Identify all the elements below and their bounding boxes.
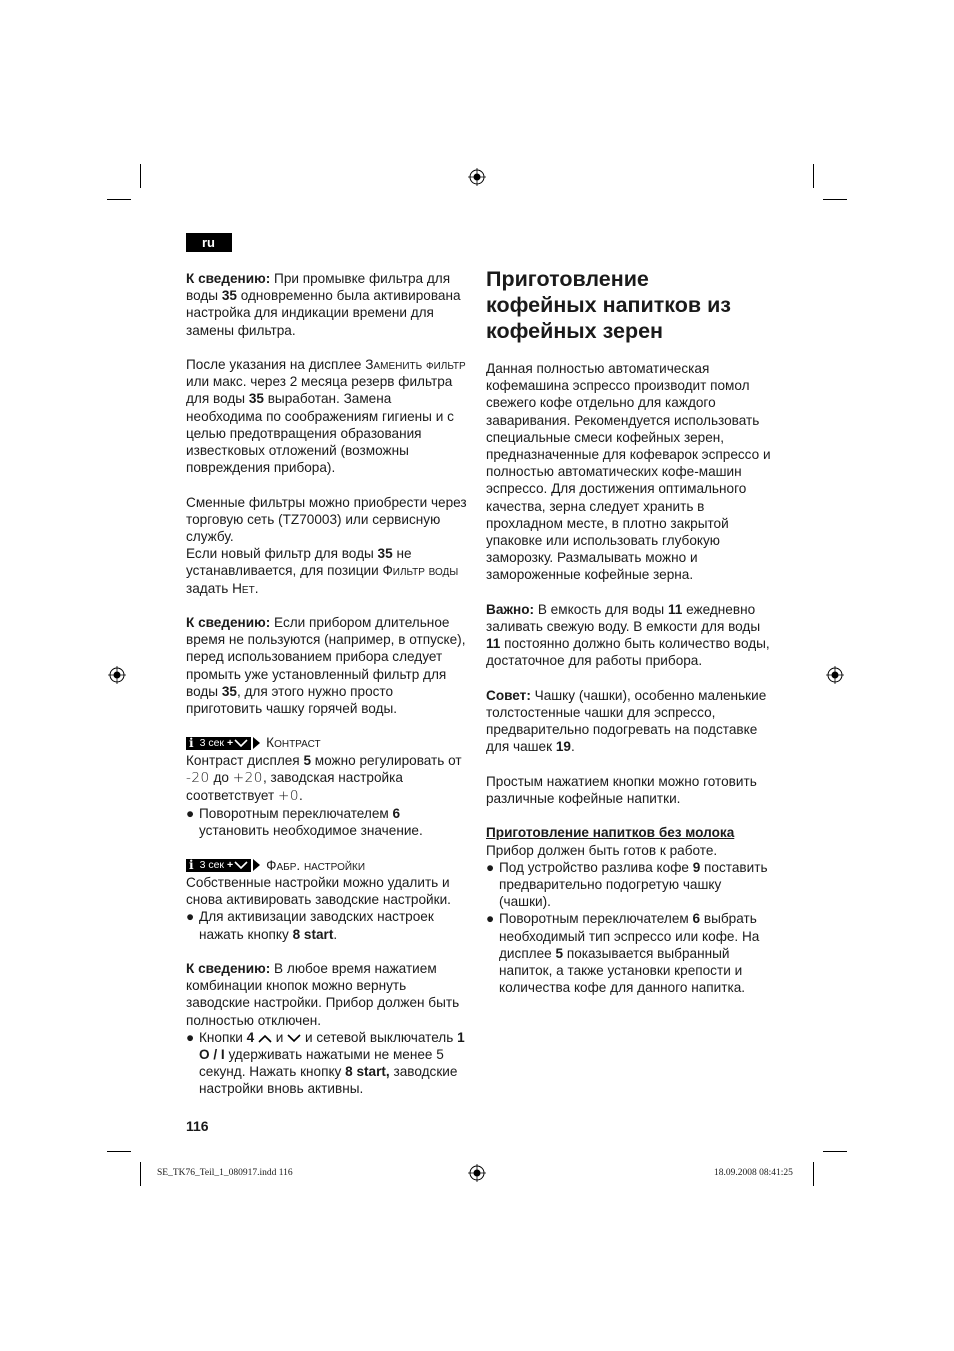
paragraph: Данная полностью автоматическая кофемашина эспрессо производит помол свежего кофе отдельно для каждого заваривания. Рекомендуется использовать специальные смеси кофейных зерен, предназначенные для кофеварок эспрессо и полностью автоматических кофе-машин эспрессо. Для достижения оптимального качества, зерна следует хранить в прохладном месте, в плотно закрытой упаковке или использовать глубокую заморозку. Размалывать можно и замороженные кофейные зерна. bbox=[486, 361, 771, 583]
note-paragraph: К сведению: В любое время нажатием комбинации кнопок можно вернуть заводские настройки. Прибор должен быть полностью отключен. bbox=[186, 961, 460, 1028]
crop-mark bbox=[813, 164, 814, 188]
crop-mark bbox=[140, 1162, 141, 1186]
crop-mark bbox=[813, 1162, 814, 1186]
subsection-heading: Приготовление напитков без молока bbox=[486, 825, 735, 841]
paragraph: Простым нажатием кнопки можно готовить различные кофейные напитки. bbox=[486, 773, 757, 807]
registration-mark-icon bbox=[468, 168, 486, 186]
chevron-down-icon bbox=[234, 861, 248, 870]
crop-mark bbox=[107, 199, 131, 200]
setting-header-factory bbox=[186, 857, 471, 874]
tip-paragraph: Совет: Чашку (чашки), особенно маленькие толстостенные чашки для эспрессо, предварительно подогревать на подставке для чашек 19. bbox=[486, 687, 767, 755]
paragraph: Собственные настройки можно удалить и снова активировать заводские настройки. bbox=[186, 875, 451, 908]
paragraph: Сменные фильтры можно приобрести через торговую сеть (TZ70003) или сервисную службу. bbox=[186, 494, 467, 545]
right-column bbox=[486, 266, 771, 996]
registration-mark-icon bbox=[108, 666, 126, 684]
crop-mark bbox=[107, 1151, 131, 1152]
info-icon: i bbox=[189, 735, 194, 750]
page-number: 116 bbox=[186, 1118, 209, 1134]
crop-mark bbox=[823, 1151, 847, 1152]
setting-header-contrast bbox=[186, 734, 471, 751]
left-column bbox=[186, 270, 471, 1098]
note-paragraph: К сведению: Если прибором длительное время не пользуются (например, в отпуске), перед использованием прибора следует промыть уже установленный фильтр для воды 35, для этого нужно просто приготовить чашку горячей воды. bbox=[186, 615, 466, 717]
language-tab: ru bbox=[186, 233, 232, 252]
registration-mark-icon bbox=[468, 1164, 486, 1182]
bullet-item: ● Поворотным переключателем 6 выбрать необходимый тип эспрессо или кофе. На дисплее 5 показывается выбранный напиток, а также установки крепости и количества кофе для данного напитка. bbox=[486, 911, 760, 996]
note-paragraph: К сведению: При промывке фильтра для воды 35 одновременно была активирована настройка для индикации времени для замены фильтра. bbox=[186, 271, 461, 338]
paragraph: Контраст дисплея 5 можно регулировать от -20 до +20, заводская настройка соответствует +0. bbox=[186, 752, 462, 805]
setting-name: Фабр. настройки bbox=[266, 857, 366, 873]
registration-mark-icon bbox=[826, 666, 844, 684]
info-icon: i bbox=[189, 857, 194, 872]
footer-timestamp: 18.09.2008 08:41:25 bbox=[714, 1168, 793, 1178]
bullet-item: ● Для активизации заводских настроек нажать кнопку 8 start. bbox=[186, 909, 434, 942]
note-paragraph: Важно: В емкость для воды 11 ежедневно заливать свежую воду. В емкости для воды 11 постоянно должно быть количество воды, достаточное для работы прибора. bbox=[486, 601, 770, 669]
setting-name: Контраст bbox=[266, 735, 321, 751]
paragraph: Прибор должен быть готов к работе. bbox=[486, 842, 718, 858]
button-combo-chip: i 3 сек + bbox=[186, 859, 251, 872]
arrow-right-icon bbox=[253, 737, 260, 749]
bullet-item: ● Поворотным переключателем 6 установить необходимое значение. bbox=[186, 806, 423, 839]
footer-file: SE_TK76_Teil_1_080917.indd 116 bbox=[157, 1168, 293, 1178]
crop-mark bbox=[140, 164, 141, 188]
paragraph: После указания на дисплее Заменить фильтр или макс. через 2 месяца резерв фильтра для воды 35 выработан. Замена необходима по соображениям гигиены и с целью предотвращения образования известковых отложений (возможны повреждения прибора). bbox=[186, 357, 466, 476]
bullet-item: ● Под устройство разлива кофе 9 поставить предварительно подогретую чашку (чашки). bbox=[486, 859, 768, 910]
chevron-down-icon bbox=[234, 739, 248, 748]
arrow-right-icon bbox=[253, 859, 260, 871]
chevron-down-icon bbox=[287, 1034, 301, 1043]
button-combo-chip: i 3 сек + bbox=[186, 737, 251, 750]
crop-mark bbox=[823, 199, 847, 200]
bullet-item: ● Кнопки 4 и и сетевой выключатель 1 O / I удерживать нажатыми не менее 5 секунд. Нажать кнопку 8 start, заводские настройки вновь активны. bbox=[186, 1029, 465, 1097]
paragraph: Если новый фильтр для воды 35 не устанавливается, для позиции Фильтр воды задать Нет. bbox=[186, 546, 459, 596]
chevron-up-icon bbox=[258, 1034, 272, 1043]
section-title: Приготовление кофейных напитков из кофейных зерен bbox=[486, 267, 731, 343]
